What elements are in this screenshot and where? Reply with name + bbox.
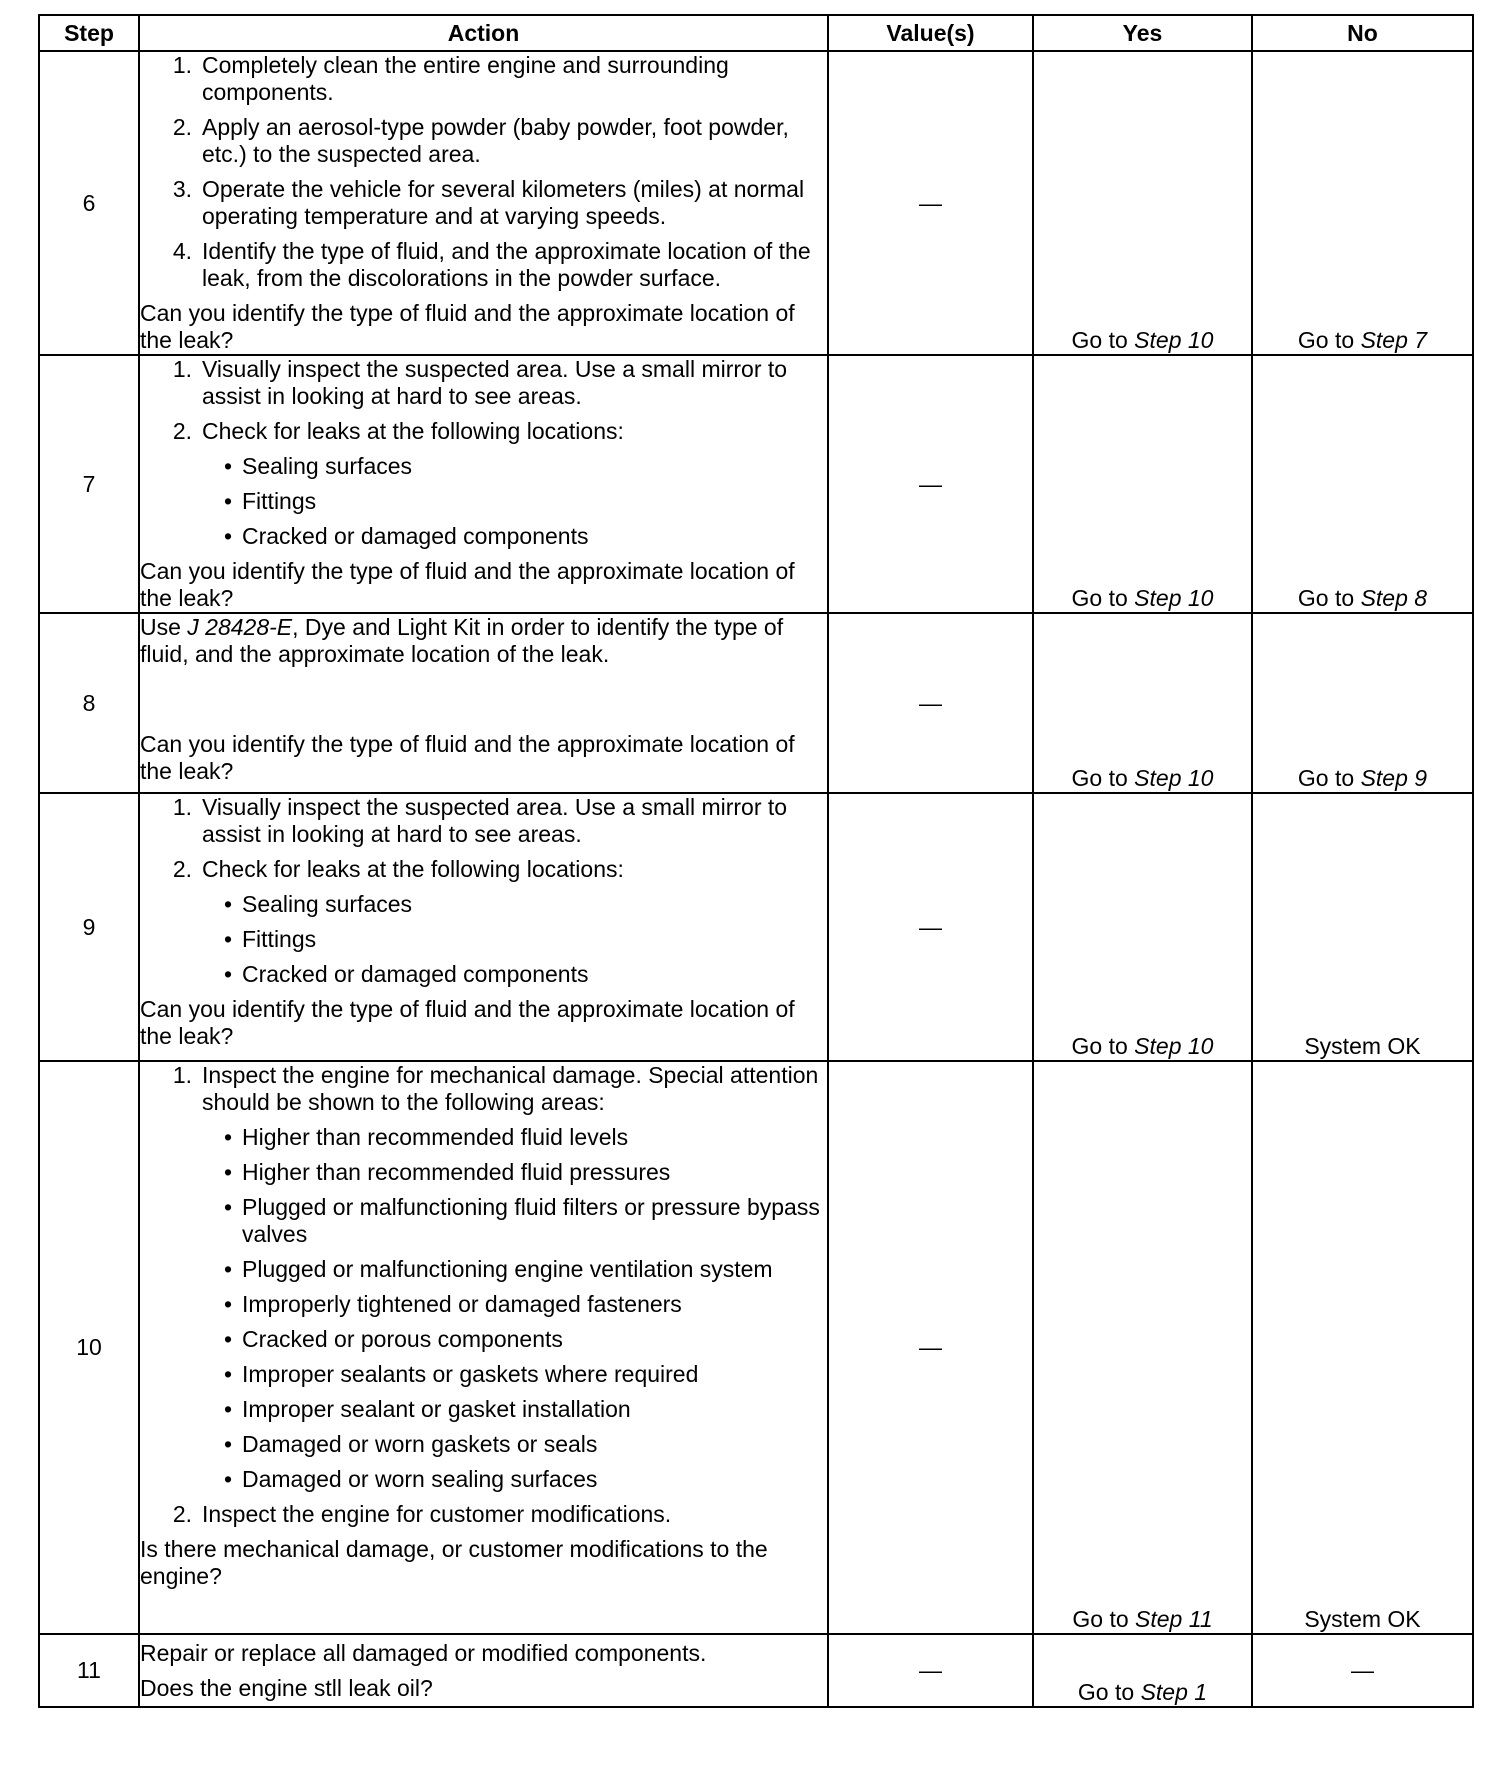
action-question: Can you identify the type of fluid and the approximate location of the leak?: [140, 300, 795, 353]
list-item-text: Check for leaks at the following locations:: [202, 856, 624, 882]
yes-step-ref: Step 10: [1134, 585, 1214, 611]
bullet-item: [140, 1431, 827, 1458]
list-item: [140, 794, 827, 848]
bullet-text: Fittings: [242, 926, 317, 952]
header-action: Action: [139, 15, 828, 51]
bullet-item: [140, 1326, 827, 1353]
list-item-text: Completely clean the entire engine and surrounding components.: [202, 52, 729, 105]
bullet-item: [140, 453, 827, 480]
tool-number: J 28428-E: [187, 614, 293, 640]
table-row: [39, 355, 1473, 613]
no-cell: System OK: [1252, 793, 1473, 1061]
list-item: [140, 176, 827, 230]
list-number: 2.: [172, 114, 192, 140]
action-question: Can you identify the type of fluid and the approximate location of the leak?: [140, 558, 795, 611]
intro-text-post: , Dye and Light Kit in order to identify the type of fluid, and the approximate location of the leak.: [140, 614, 784, 667]
action-intro: [140, 614, 827, 668]
table-row: [39, 793, 1473, 1061]
list-item-text: Visually inspect the suspected area. Use a small mirror to assist in looking at hard to see areas.: [202, 794, 788, 847]
bullet-dot: •: [223, 926, 232, 952]
list-item-text: Identify the type of fluid, and the approximate location of the leak, from the discolorations in the powder surface.: [202, 238, 811, 291]
bullet-item: [140, 961, 827, 988]
bullet-dot: •: [223, 1396, 232, 1422]
bullet-text: Fittings: [242, 488, 317, 514]
list-number: 1.: [172, 794, 192, 820]
no-cell: [1252, 355, 1473, 613]
no-goto: Go to: [1297, 327, 1361, 353]
bullet-item: [140, 1396, 827, 1423]
list-number: 1.: [172, 356, 192, 382]
yes-goto: Go to: [1071, 327, 1135, 353]
value-cell: —: [828, 1061, 1033, 1634]
yes-goto: Go to: [1072, 1606, 1136, 1632]
bullet-dot: •: [223, 1124, 232, 1150]
no-cell: [1252, 613, 1473, 793]
bullet-text: Improper sealant or gasket installation: [242, 1396, 631, 1422]
list-number: 3.: [172, 176, 192, 202]
yes-goto: Go to: [1071, 1033, 1135, 1059]
list-item: [140, 238, 827, 292]
table-row: [39, 1634, 1473, 1707]
bullet-text: Cracked or damaged components: [242, 961, 589, 987]
list-item-text: Apply an aerosol-type powder (baby powder, foot powder, etc.) to the suspected area.: [202, 114, 789, 167]
bullet-text: Sealing surfaces: [242, 891, 413, 917]
bullet-text: Cracked or porous components: [242, 1326, 563, 1352]
bullet-dot: •: [223, 1159, 232, 1185]
bullet-item: [140, 523, 827, 550]
action-question: Can you identify the type of fluid and the approximate location of the leak?: [140, 996, 795, 1049]
no-cell: [1252, 51, 1473, 355]
value-cell: —: [828, 51, 1033, 355]
list-number: 1.: [172, 52, 192, 78]
bullet-dot: •: [223, 1431, 232, 1457]
diagnostic-table: [38, 14, 1474, 1708]
yes-cell: [1033, 51, 1252, 355]
bullet-dot: •: [223, 1326, 232, 1352]
list-item: [140, 356, 827, 410]
list-item: [140, 856, 827, 883]
bullet-item: [140, 1124, 827, 1151]
bullet-item: [140, 926, 827, 953]
header-step: Step: [39, 15, 139, 51]
list-number: 2.: [172, 418, 192, 444]
yes-goto: Go to: [1077, 1679, 1141, 1705]
yes-goto: Go to: [1071, 765, 1135, 791]
action-cell: [139, 1061, 828, 1634]
action-question: Can you identify the type of fluid and the approximate location of the leak?: [140, 731, 795, 784]
table-row: [39, 613, 1473, 793]
list-number: 2.: [172, 1501, 192, 1527]
bullet-text: Improper sealants or gaskets where required: [242, 1361, 699, 1387]
no-step-ref: Step 7: [1360, 327, 1428, 353]
action-cell: [139, 51, 828, 355]
header-values: Value(s): [828, 15, 1033, 51]
bullet-text: Damaged or worn gaskets or seals: [242, 1431, 598, 1457]
yes-step-ref: Step 1: [1140, 1679, 1208, 1705]
value-cell: —: [828, 355, 1033, 613]
bullet-text: Higher than recommended fluid levels: [242, 1124, 629, 1150]
yes-step-ref: Step 10: [1134, 1033, 1214, 1059]
header-no: No: [1252, 15, 1473, 51]
bullet-dot: •: [223, 1361, 232, 1387]
action-text: Repair or replace all damaged or modified components.: [140, 1640, 707, 1666]
value-cell: —: [828, 793, 1033, 1061]
value-cell: —: [828, 1634, 1033, 1707]
step-number: 11: [39, 1634, 139, 1707]
yes-cell: [1033, 793, 1252, 1061]
intro-text-pre: Use: [140, 614, 188, 640]
bullet-item: [140, 1194, 827, 1248]
bullet-dot: •: [223, 523, 232, 549]
action-cell: [139, 793, 828, 1061]
list-item-text: Visually inspect the suspected area. Use a small mirror to assist in looking at hard to see areas.: [202, 356, 788, 409]
step-number: 10: [39, 1061, 139, 1634]
yes-cell: [1033, 355, 1252, 613]
bullet-dot: •: [223, 891, 232, 917]
step-number: 8: [39, 613, 139, 793]
bullet-dot: •: [223, 488, 232, 514]
list-item: [140, 1501, 827, 1528]
bullet-item: [140, 1256, 827, 1283]
bullet-item: [140, 1291, 827, 1318]
step-number: 7: [39, 355, 139, 613]
step-number: 9: [39, 793, 139, 1061]
list-item: [140, 52, 827, 106]
bullet-dot: •: [223, 1194, 232, 1220]
list-number: 4.: [172, 238, 192, 264]
header-yes: Yes: [1033, 15, 1252, 51]
yes-goto: Go to: [1071, 585, 1135, 611]
action-question: Does the engine stll leak oil?: [140, 1675, 433, 1701]
list-number: 1.: [172, 1062, 192, 1088]
yes-step-ref: Step 11: [1135, 1606, 1213, 1632]
list-item-text: Inspect the engine for mechanical damage. Special attention should be shown to the following areas:: [202, 1062, 819, 1115]
list-item: [140, 418, 827, 445]
yes-cell: [1033, 1634, 1252, 1707]
bullet-text: Damaged or worn sealing surfaces: [242, 1466, 598, 1492]
no-goto: Go to: [1297, 765, 1361, 791]
bullet-item: [140, 1361, 827, 1388]
no-step-ref: Step 8: [1360, 585, 1428, 611]
bullet-text: Higher than recommended fluid pressures: [242, 1159, 671, 1185]
bullet-text: Plugged or malfunctioning fluid filters or pressure bypass valves: [242, 1194, 820, 1247]
list-item: [140, 114, 827, 168]
list-item-text: Check for leaks at the following locations:: [202, 418, 624, 444]
action-cell: [139, 613, 828, 793]
bullet-text: Improperly tightened or damaged fasteners: [242, 1291, 682, 1317]
bullet-dot: •: [223, 1256, 232, 1282]
bullet-text: Plugged or malfunctioning engine ventilation system: [242, 1256, 773, 1282]
list-item: [140, 1062, 827, 1116]
no-cell: System OK: [1252, 1061, 1473, 1634]
bullet-dot: •: [223, 1291, 232, 1317]
no-cell: —: [1252, 1634, 1473, 1707]
bullet-text: Cracked or damaged components: [242, 523, 589, 549]
action-cell: [139, 355, 828, 613]
bullet-dot: •: [223, 1466, 232, 1492]
header-row: [39, 15, 1473, 51]
bullet-dot: •: [223, 961, 232, 987]
bullet-item: [140, 488, 827, 515]
no-goto: Go to: [1297, 585, 1361, 611]
action-cell: [139, 1634, 828, 1707]
step-number: 6: [39, 51, 139, 355]
value-cell: —: [828, 613, 1033, 793]
bullet-item: [140, 1466, 827, 1493]
action-question: Is there mechanical damage, or customer modifications to the engine?: [140, 1536, 768, 1589]
list-item-text: Operate the vehicle for several kilometers (miles) at normal operating temperature and at varying speeds.: [202, 176, 805, 229]
yes-step-ref: Step 10: [1134, 765, 1214, 791]
table-row: [39, 51, 1473, 355]
bullet-item: [140, 1159, 827, 1186]
bullet-item: [140, 891, 827, 918]
yes-step-ref: Step 10: [1134, 327, 1214, 353]
list-item-text: Inspect the engine for customer modifications.: [202, 1501, 672, 1527]
bullet-text: Sealing surfaces: [242, 453, 413, 479]
yes-cell: [1033, 613, 1252, 793]
table-row: [39, 1061, 1473, 1634]
list-number: 2.: [172, 856, 192, 882]
bullet-dot: •: [223, 453, 232, 479]
yes-cell: [1033, 1061, 1252, 1634]
no-step-ref: Step 9: [1360, 765, 1428, 791]
